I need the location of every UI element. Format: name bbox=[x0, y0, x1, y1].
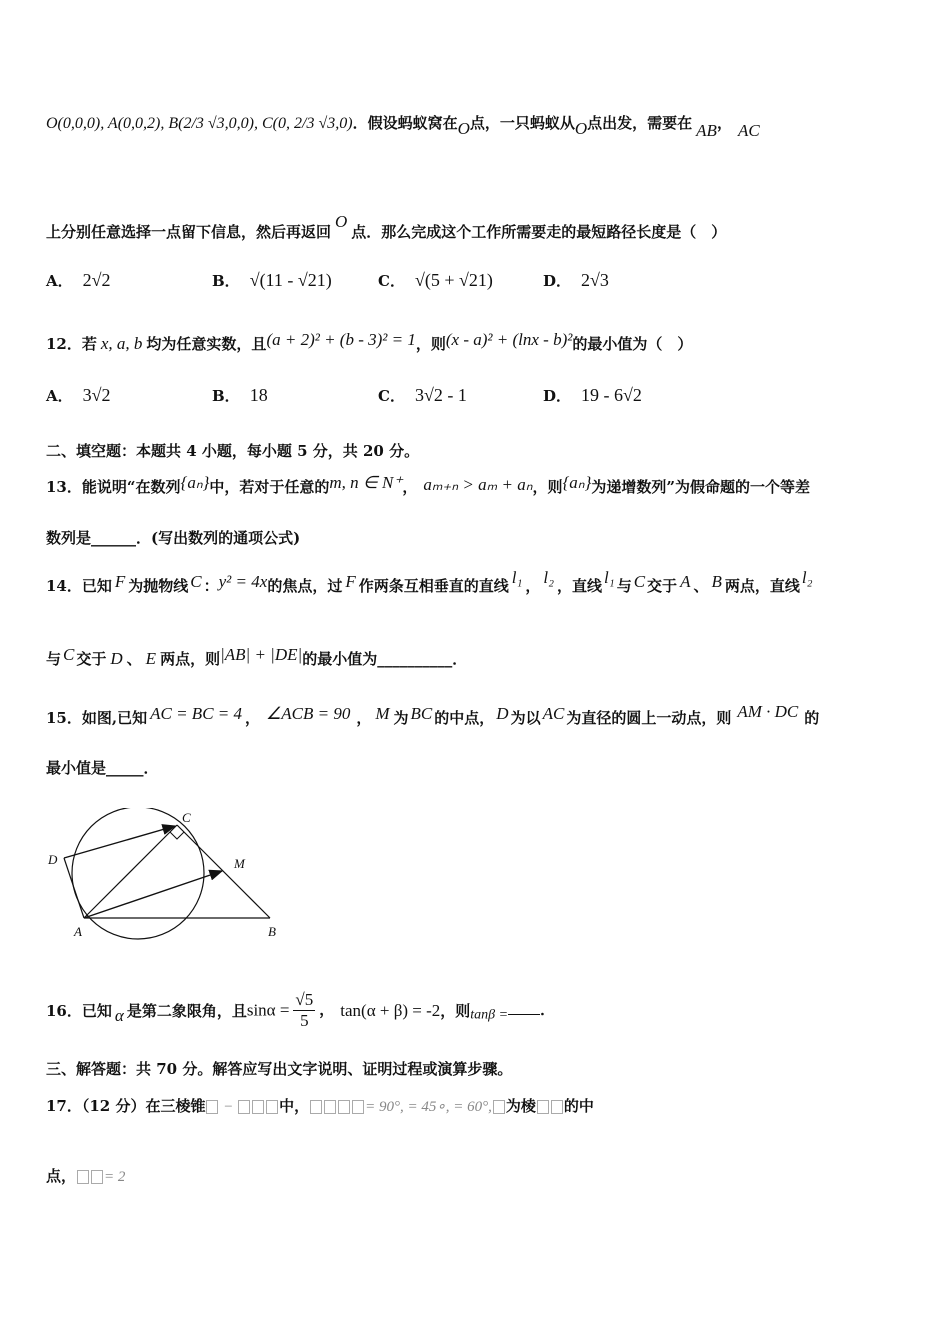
q14-l2: l₂ bbox=[801, 568, 813, 587]
q11-ab: AB bbox=[696, 121, 717, 140]
q11-ac: AC bbox=[737, 121, 760, 140]
q11-option-c: C． √(5 + √21) bbox=[378, 270, 493, 290]
q12-option-c: C． 3√2 - 1 bbox=[378, 385, 467, 405]
q15-bc: BC bbox=[410, 704, 433, 723]
q13-condition-inequality: aₘ₊ₙ > aₘ + aₙ bbox=[423, 475, 533, 494]
q14-d: D bbox=[110, 649, 123, 668]
q15-m: M bbox=[375, 704, 390, 723]
section-3-heading: 三、解答题：共 70 分。解答应写出文字说明、证明过程或演算步骤。 bbox=[46, 1060, 513, 1078]
q15-vector-dc bbox=[64, 826, 175, 858]
q15-expression: AM · DC bbox=[737, 702, 799, 721]
q13-condition-mn: m, n ∈ N⁺ bbox=[329, 473, 403, 492]
q16-line: 16．已知 α 是第二象限角，且sinα = $\frac{√5}{5}$ ， tan(α + β) = -2，则tanβ = ． bbox=[46, 990, 556, 1030]
q13-line1: 13．能说明“在数列{aₙ}中，若对于任意的m, n ∈ N⁺， aₘ₊ₙ > aₘ + aₙ，则{aₙ}为递增数列”为假命题的一个等差 bbox=[46, 473, 811, 496]
q11-point-o: O bbox=[335, 212, 348, 231]
q15-label-m: M bbox=[234, 856, 245, 871]
q12-expression: (x - a)² + (lnx - b)² bbox=[445, 330, 573, 349]
q17-line1: 17．（12 分）在三棱锥 − 中， = 90°, = 45∘, = 60°, 为棱 的中 bbox=[46, 1097, 594, 1115]
q16-tan-beta: tanβ = bbox=[470, 1007, 509, 1023]
q14-l2: l₂ bbox=[543, 568, 555, 587]
q16-sin-lhs: sinα = bbox=[246, 1000, 290, 1020]
q11-text: 点出发，需要在 bbox=[587, 114, 693, 132]
q14-parabola-equation: y² = 4x bbox=[218, 572, 268, 591]
q14-line2: 与 C 交于 D 、 E 两点，则|AB| + |DE|的最小值为__________． bbox=[46, 645, 468, 668]
q14-c: C bbox=[633, 572, 646, 591]
q12-condition: (a + 2)² + (b - 3)² = 1 bbox=[266, 330, 416, 349]
q12-line1: 12．若 x, a, b 均为任意实数，且(a + 2)² + (b - 3)² = 1，则(x - a)² + (lnx - b)²的最小值为（ ） bbox=[46, 330, 693, 353]
q11-point-o: O bbox=[457, 119, 470, 138]
q13-line2: 数列是______．(写出数列的通项公式) bbox=[46, 529, 301, 547]
q15-d: D bbox=[496, 704, 509, 723]
q15-segment-cb bbox=[177, 825, 270, 918]
q11-text: ．假设蚂蚁窝在 bbox=[352, 114, 458, 132]
q11-option-a: A． 2√2 bbox=[46, 270, 111, 290]
q15-line1: 15．如图,已知 AC = BC = 4 ， ∠ACB = 90 ， M 为 BC 的中点， D 为以 AC 为直径的圆上一动点，则 AM · DC 的 bbox=[46, 702, 820, 727]
q11-text: 点，一只蚂蚁从 bbox=[469, 114, 575, 132]
q14-c: C bbox=[63, 645, 75, 664]
q12-option-d: D． 19 - 6√2 bbox=[543, 385, 642, 405]
q12-option-b: B． 18 bbox=[212, 385, 268, 405]
q14-f: F bbox=[345, 572, 356, 591]
q11-option-b: B． √(11 - √21) bbox=[212, 270, 332, 290]
q16-answer-blank bbox=[508, 1000, 540, 1015]
q14-f: F bbox=[114, 572, 126, 591]
q11-text: 上分别任意选择一点留下信息，然后再返回 bbox=[46, 223, 332, 241]
q14-a: A bbox=[680, 572, 691, 591]
q17-conditions: = 90°, = 45∘, = 60°, bbox=[365, 1099, 492, 1115]
q14-l1: l₁ bbox=[511, 568, 523, 587]
q15-condition-angle: ∠ACB = 90 bbox=[266, 704, 351, 723]
section-2-heading: 二、填空题：本题共 4 小题，每小题 5 分，共 20 分。 bbox=[46, 442, 420, 460]
q15-right-angle-mark bbox=[170, 832, 184, 839]
q16-tan-expression: tan(α + β) = -2 bbox=[340, 1000, 441, 1020]
q15-circle bbox=[72, 808, 204, 939]
q16-fraction: $\frac{√5}{5}$ bbox=[295, 990, 314, 1030]
q14-expression: |AB| + |DE| bbox=[220, 645, 303, 664]
q14-e: E bbox=[145, 649, 157, 668]
q11-coords: O(0,0,0), A(0,0,2), B(2/3 √3,0,0), C(0, 2/3 √3,0) bbox=[46, 115, 353, 132]
q11-line2 bbox=[46, 212, 726, 242]
q14-c: C bbox=[190, 572, 202, 591]
q12-option-a: A． 3√2 bbox=[46, 385, 111, 405]
q14-b: B bbox=[711, 572, 722, 591]
q11-point-o: O bbox=[574, 119, 588, 138]
q17-length: = 2 bbox=[104, 1169, 126, 1185]
q13-sequence: {aₙ} bbox=[180, 473, 210, 492]
q15-label-a: A bbox=[74, 924, 82, 939]
q11-line1: O(0,0,0), A(0,0,2), B(2/3 √3,0,0), C(0, 2/3 √3,0)．假设蚂蚁窝在O点，一只蚂蚁从O点出发，需要在 AB， AC bbox=[46, 114, 760, 140]
q12-vars: x, a, b bbox=[100, 334, 143, 353]
q15-figure bbox=[44, 808, 284, 943]
q17-line2: 点， = 2 bbox=[46, 1167, 126, 1185]
q15-segment-da bbox=[64, 858, 84, 918]
q15-condition-sides: AC = BC = 4 bbox=[150, 704, 242, 723]
q15-label-d: D bbox=[48, 852, 58, 867]
q14-line1: 14．已知 F 为抛物线 C ：y² = 4x的焦点，过 F 作两条互相垂直的直线 l₁ ， l₂ ，直线 l₁ 与 C 交于 A 、 B 两点，直线 l₂ bbox=[46, 568, 813, 595]
q11-option-d: D． 2√3 bbox=[543, 270, 609, 290]
q15-line2: 最小值是_____． bbox=[46, 759, 159, 777]
q15-vector-am bbox=[84, 871, 222, 918]
q13-sequence: {aₙ} bbox=[562, 473, 592, 492]
q15-label-b: B bbox=[268, 924, 276, 939]
q14-l1: l₁ bbox=[604, 568, 615, 587]
q11-text: 点．那么完成这个工作所需要走的最短路径长度是（ ） bbox=[351, 223, 727, 241]
q15-label-c: C bbox=[182, 810, 191, 825]
q16-alpha: α bbox=[114, 1005, 124, 1025]
q15-ac: AC bbox=[542, 704, 565, 723]
